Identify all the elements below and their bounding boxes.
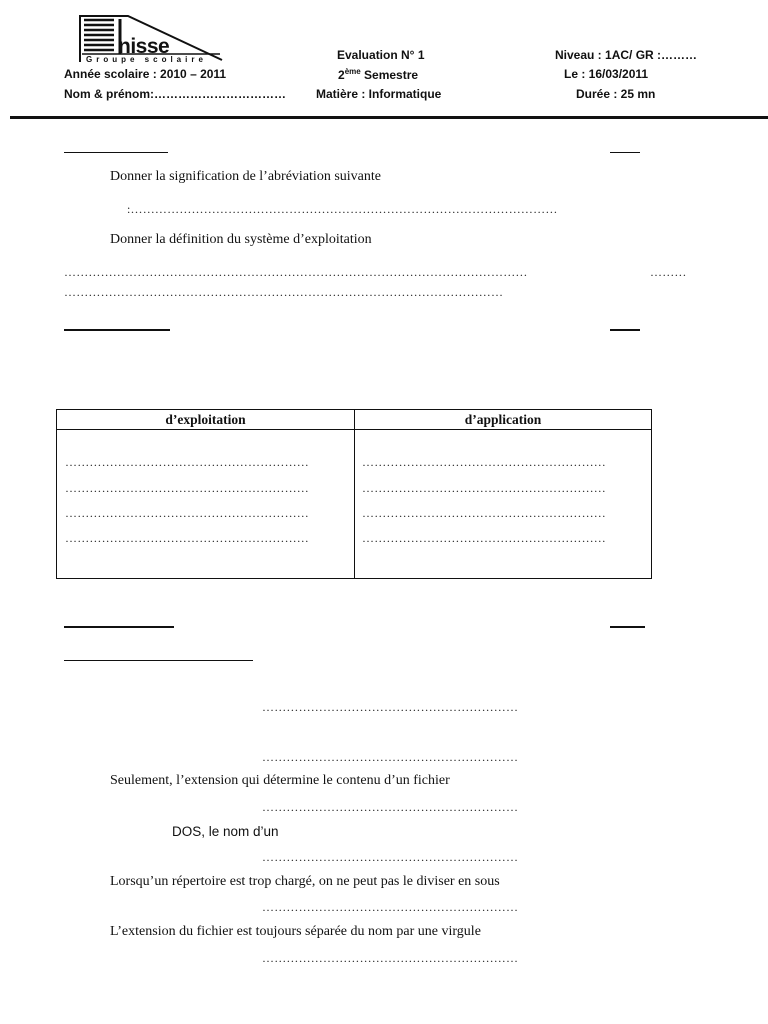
exam-date: Le : 16/03/2011	[564, 67, 649, 81]
table-cell-exploitation-1[interactable]: ……………………………………………………	[65, 455, 309, 469]
section3-points-underline	[610, 626, 645, 628]
logo-wordmark: nisse	[118, 35, 170, 58]
table-cell-exploitation-4[interactable]: ……………………………………………………	[65, 531, 309, 545]
section3-instruction-underline	[64, 660, 253, 661]
statement-5: Lorsqu’un répertoire est trop chargé, on ne peut pas le diviser en sous	[110, 874, 500, 889]
table-cell-application-2[interactable]: ……………………………………………………	[362, 481, 606, 495]
subject: Matière : Informatique	[316, 87, 442, 101]
statement-6: L’extension du fichier est toujours séparée du nom par une virgule	[110, 924, 481, 939]
statement-answer-3[interactable]: ………………………………………………………	[262, 800, 519, 814]
semester	[338, 67, 418, 82]
school-year: Année scolaire : 2010 – 2011	[64, 67, 227, 81]
question-os-definition: Donner la définition du système d’exploitation	[110, 232, 372, 247]
table-cell-application-4[interactable]: ……………………………………………………	[362, 531, 606, 545]
semester-number: 2	[338, 68, 345, 82]
evaluation-number: Evaluation N° 1	[337, 48, 425, 62]
statement-answer-2[interactable]: ………………………………………………………	[262, 750, 519, 764]
table-cell-exploitation-3[interactable]: ……………………………………………………	[65, 506, 309, 520]
logo-subtitle: Groupe scolaire	[86, 55, 207, 64]
answer-abbreviation[interactable]: :……………………………………………………………………………………………	[127, 202, 558, 216]
software-table	[56, 409, 652, 579]
statement-3: Seulement, l’extension qui détermine le contenu d’un fichier	[110, 773, 450, 788]
answer-os-line-2[interactable]: ………………………………………………………………………………………………	[64, 285, 504, 299]
section3-title-underline	[64, 626, 174, 628]
level-group: Niveau : 1AC/ GR :………	[555, 48, 698, 62]
section1-title-underline	[64, 152, 168, 153]
statement-answer-4[interactable]: ………………………………………………………	[262, 850, 519, 864]
student-name-field: Nom & prénom:……………………………	[64, 87, 286, 101]
exam-duration: Durée : 25 mn	[576, 87, 656, 101]
table-cell-application-3[interactable]: ……………………………………………………	[362, 506, 606, 520]
statement-answer-1[interactable]: ………………………………………………………	[262, 700, 519, 714]
answer-os-line-1[interactable]: ……………………………………………………………………………………………………	[64, 265, 528, 279]
table-header-application: d’application	[464, 412, 542, 427]
statement-4: DOS, le nom d’un	[172, 824, 279, 839]
table-column-divider	[354, 410, 355, 578]
question-abbreviation: Donner la signification de l’abréviation suivante	[110, 169, 381, 184]
semester-label: Semestre	[360, 68, 419, 82]
section1-points-underline	[610, 152, 640, 153]
statement-answer-6[interactable]: ………………………………………………………	[262, 951, 519, 965]
table-cell-exploitation-2[interactable]: ……………………………………………………	[65, 481, 309, 495]
table-header-exploitation: d’exploitation	[165, 412, 246, 427]
statement-answer-5[interactable]: ………………………………………………………	[262, 900, 519, 914]
table-cell-application-1[interactable]: ……………………………………………………	[362, 455, 606, 469]
section2-points-underline	[610, 329, 640, 331]
section2-title-underline	[64, 329, 170, 331]
semester-superscript: ème	[344, 67, 361, 76]
header-divider	[10, 116, 768, 119]
answer-os-line-1-tail[interactable]: ………	[650, 265, 687, 279]
school-logo	[78, 14, 224, 64]
